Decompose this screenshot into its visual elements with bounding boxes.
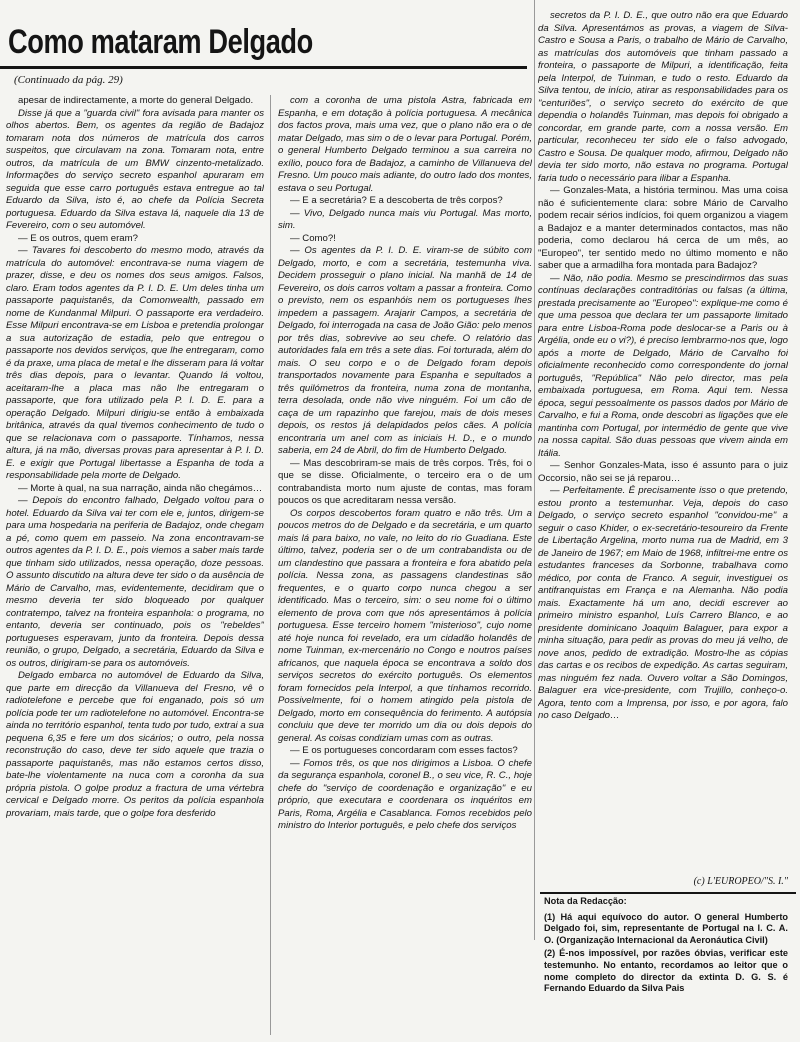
paragraph: Disse já que a "guarda civil" fora avisada para manter os olhos abertos. Bem, os agentes da região de Badajoz tomaram nota dos números de matrícula dos carros suspeitos, que circulavam na zona. Tomaram nota, entre outros, da matrícula de um BMW cinzento-metalizado. Informações do serviço secreto espanhol apuraram em seguida que esse carro português estava entregue ao tal Eduardo da Silva, isto é, ao chefe da Polícia Secreta portuguesa. Eduardo da Silva estava lá, naquele dia 13 de Fevereiro, com o seu automóvel. (6, 107, 264, 231)
paragraph: com a coronha de uma pistola Astra, fabricada em Espanha, e em dotação à polícia portuguesa. A mecânica dos factos prova, mais uma vez, que o plano não era o de matar Delgado, mas sim o de o levar para Portugal. Porém, o general Humberto Delgado terminou a sua carreira no exílio, pouco fora de Badajoz, a caminho de Villanueva del Fresno. Um pouco mais adiante, do outro lado dos montes, estava o seu Portugal. (278, 95, 532, 194)
paragraph: — Como?! (290, 232, 336, 244)
paragraph: — Não, não podia. Mesmo se prescindirmos das suas contínuas declarações contraditórias ou falsas (a última, prestada precisamente ao "Europeo": explique-me como é que uma pessoa que declara ter um passaporte limitado para entre Lisboa-Roma pode deslocar-se a Paris ou à Argélia, onde eu o vi?), é preciso lembrarmo-nos que, logo após a morte de Delgado, Mário de Carvalho foi oficialmente reconhecido como correspondente do jornal português, "República" Não pelo director, mas pela embaixada portuguesa, em Roma. Aqui tem. Nessa época, segui pessoalmente os passos dados por Mário de Carvalho, e fui a Roma, onde descobri as ligações que ele mantinha com Portugal, por intermédio de gente que vive na nossa capital. São duas pessoas que vivem ainda em Itália. (538, 272, 788, 459)
paragraph: — Tavares foi descoberto do mesmo modo, através da matrícula do automóvel: encontrava-se numa viagem de prazer, disse, e deu os nomes dos seus amigos. Falsos, claro. Eram todos agentes da P. I. D. E. Um deles tinha um passaporte paquistanês, da Comonwealth, passado em nome de Kundanmal Milpuri. O passaporte era verdadeiro. Esse Milpuri encontrava-se em Lisboa e pretendia prolongar a sua autorização de estadia, pelo que entregou o passaporte nos devidos serviços, que lhe entregaram, como é da praxe, uma placa de metal e lhe disseram para lá voltar três dias depois, para o levantar. Quando lá voltou, aceitaram-lhe a placa mas não lhe entregaram o passaporte, que fora utilizado pela P. I. D. E. para a operação Delgado. Milpuri dirigiu-se então à embaixada britânica, através da qual tivemos conhecimento de tudo o que se relacionava com o passaporte. Tínhamos, nessa altura, já na mão, diversas provas para apresentar à P. I. D. E. e exigir que Portugal libertasse a Espanha de toda a responsabilidade pela morte de Delgado. (6, 245, 264, 481)
paragraph: — Fomos três, os que nos dirigimos a Lisboa. O chefe da segurança espanhola, coronel B., o seu vice, R. C., hoje chefe do "serviço de coordenação e organização" e eu próprio, que executara e coordenara os inquéritos em Paris, Roma, Argélia e Casablanca. Fomos recebidos pelo ministro do Interior português, e pelo chefe dos serviços (278, 757, 532, 831)
notes-title: Nota da Redacção: (544, 896, 627, 906)
paragraph: — Os agentes da P. I. D. E. viram-se de súbito com Delgado, morto, e com a secretária, testemunha viva. Decidem prosseguir o plano inicial. Na manhã de 14 de Fevereiro, os dois carros voltam a passar a fronteira. Como o previsto, nem os espanhóis nem os portugueses lhes impedem a passagem. Arajarir Campos, a secretária de Delgado, foi interrogada na casa de João Gião: pelo menos por três dias, sobrevive ao seu chefe. O relatório das autoridades fala em três a sete dias. Foi torturada, além do mais. O seu corpo e o de Delgado foram depois transportados novamente para Espanha e sepultados a três quilómetros da fronteira, numa zona de montanha, terra desolada, onde não vive ninguém. Foi um cão de caça de um rapazinho que farejou, mais de dois meses depois, os restos já delapidados pelos cães. A polícia encontraria um anel com as iniciais H. D., e o mundo saberia, em 24 de Abril, do fim de Humberto Delgado. (278, 245, 532, 456)
paragraph: — Gonzales-Mata, a história terminou. Mas uma coisa não é suficientemente clara: sobre Mário de Carvalho podem recair sérios indícios, foi quem organizou a viagem a Badajoz e a manter determinados contactos, mas não poderia, como declarou há cerca de um mês, ao "Europeo", ter sentido medo no último momento e não saber que a armadilha fora montada para Badajoz? (538, 185, 788, 271)
note-item: (1) Há aqui equívoco do autor. O general Humberto Delgado foi, sim, representante de Portugal na I. C. A. O. (Organização Internacional da Aeronáutica Civil) (544, 911, 788, 945)
article-title: Como mataram Delgado (8, 23, 313, 61)
editorial-notes (544, 896, 788, 1036)
paragraph: Delgado embarca no automóvel de Eduardo da Silva, que parte em direcção da Villanueva del Fresno, vê o radiotelefone e percebe que foi enganado, pois só um polícia pode ter um radiotelefone no automóvel. Encontra-se ainda no território espanhol, tenta tudo por tudo, extrai a sua pequena 6,35 e fere um dos sicários; o outro, pela nossa reconstrução do caso, deve ter sido aquele que trazia o passaporte paquistanês, mas não estamos certos disso, bate-lhe violentamente na nuca com a coronha da sua própria pistola. O golpe produz a fractura de uma vértebra cervical e Delgado morre. Os peritos da polícia espanhola provariam, mais tarde, que o golpe fora desferido (6, 670, 264, 819)
paragraph: — Perfeitamente. É precisamente isso o que pretendo, estou pronto a testemunhar. Veja, depois do caso Delgado, o serviço secreto espanhol "convidou-me" a seguir o caso Khider, o ex-secretário-tesoureiro da Frente de Libertação Argelina, morto numa rua de Madrid, em 3 de Janeiro de 1967; em Maio de 1968, infiltrei-me entre os estudantes franceses da Sorbonne, trabalhava como médico, por conta de Franco. A seguir, investiguei os antifranquistas em França e na Alemanha. Não podia mais. Exactamente há um ano, decidi escrever ao primeiro ministro espanhol, Luís Carrero Blanco, e ao presidente dominicano Joaquim Balaguer, para expor a minha situação, para pedir as provas do meu já velho, de nove anos, pedido de extradição. Mostro-lhe as cópias das cartas e os recibos de expedição. As cartas seguiram, mas ninguém fez nada. Ouvero voltar a São Domingos, Balaguer era vice-presidente, com Trujillo, conheço-o. Agora, tento com a Imprensa, por isso, e por agora, falo no caso Delgado… (538, 485, 788, 721)
paragraph: — Morte à qual, na sua narração, ainda não chegámos… (18, 482, 263, 494)
continued-note: (Continuado da pág. 29) (14, 74, 123, 86)
paragraph: — E a secretária? E a descoberta de três corpos? (290, 195, 503, 206)
byline: (c) L'EUROPEO/"S. I." (693, 876, 788, 887)
byline-rule (540, 892, 796, 894)
paragraph: secretos da P. I. D. E., que outro não era que Eduardo da Silva. Apresentámos as provas, a viagem de Silva-Castro e Sousa a Paris, o trabalho de Mário de Carvalho, as matrículas dos automóveis que tinham passado a fronteira, o passaporte de Milpuri, a identificação, feita pela Interpol, de Tuinman, e tudo o resto. Eduardo da Silva tentou, de início, atirar as responsabilidades para os "centuriões", o serviço secreto do exército de que dependia o holandês Tuinman, mas depois foi obrigado a concordar, em grande parte, com a nossa versão. Em particular, reconheceu ter sido ele o falso advogado, Castro e Sousa. De qualquer modo, afirmou, Delgado não devia ter sido morto, não estava no programa. Portugal faria tudo o necessário para ilibar a Espanha. (538, 10, 788, 184)
paragraph: — E os outros, quem eram? (18, 232, 138, 244)
title-rule (0, 66, 527, 69)
text-column-1 (6, 95, 264, 895)
text-column-3 (538, 10, 788, 870)
note-item: (2) É-nos impossível, por razões óbvias, verificar este testemunho. No entanto, recordamos ao leitor que o nome completo do director da extinta D. G. S. é Fernando Eduardo da Silva Pais (544, 948, 788, 994)
paragraph: — E os portugueses concordaram com esses factos? (290, 745, 518, 756)
paragraph: — Vivo, Delgado nunca mais viu Portugal. Mas morto, sim. (278, 207, 532, 231)
column-divider (534, 0, 535, 940)
paragraph: — Mas descobriram-se mais de três corpos. Três, foi o que se disse. Oficialmente, o terceiro era o de um contrabandista morto num ajuste de contas, mas foram poucos os que acreditaram nessa versão. (278, 457, 532, 506)
column-divider (270, 95, 271, 1035)
paragraph: apesar de indirectamente, a morte do general Delgado. (18, 95, 254, 106)
paragraph: — Senhor Gonzales-Mata, isso é assunto para o juiz Occorsio, não sei se já reparou… (538, 460, 788, 484)
text-column-2 (278, 95, 532, 895)
paragraph: — Depois do encontro falhado, Delgado voltou para o hotel. Eduardo da Silva vai ter com ele e, juntos, dirigem-se para uma hospedaria na periferia de Badajoz, onde chegam a pé, como quem em passeio. Na zona encontravam-se outros agentes da P. I. D. E., pois viemos a saber mais tarde que tinham sido utilizados, nessa operação, doze pessoas. O assunto discutido na altura deve ter sido o da ausência de Mário de Carvalho, mas, evidentemente, decidiram que o mesmo deveria ter sido bloqueado por qualquer contratempo, talvez na fronteira espanhola: o programa, no entanto, deveria ser continuado, pois os "rebeldes" portugueses esperavam, junto da fronteira. Depois dessa reunião, o grupo, Delgado, a secretária, Eduardo da Silva e os outros, dirigiram-se para os automóveis. (6, 495, 264, 669)
paragraph: Os corpos descobertos foram quatro e não três. Um a poucos metros do de Delgado e da secretária, e um quarto mais lá para baixo, no vale, no leito do rio Guadiana. Este último, talvez, poderia ser o de um contrabandista ou de um clandestino que passara a fronteira e fora abatido pela polícia. Nessa zona, as passagens clandestinas são frequentes, e o quarto corpo nunca chegou a ser identificado. Mas o terceiro, sim: o seu nome foi o último elemento de prova com que nós apresentámos à polícia portuguesa. Esse terceiro homem "misterioso", cujo nome até hoje nunca foi revelado, era um cidadão holandês de nome Tuinman, ex-mercenário no Congo e noutros países africanos, que naquela época se encontrava a soldo dos serviços secretos do exército português. Os elementos foram fornecidos pela Interpol, a que tínhamos recorrido. Possivelmente, foi o homem atingido pela pistola de Delgado, morto em consequência do ferimento. A autópsia concluiu que deve ter morrido um dia ou dois depois do general. As coisas condiziam umas com as outras. (278, 507, 532, 744)
